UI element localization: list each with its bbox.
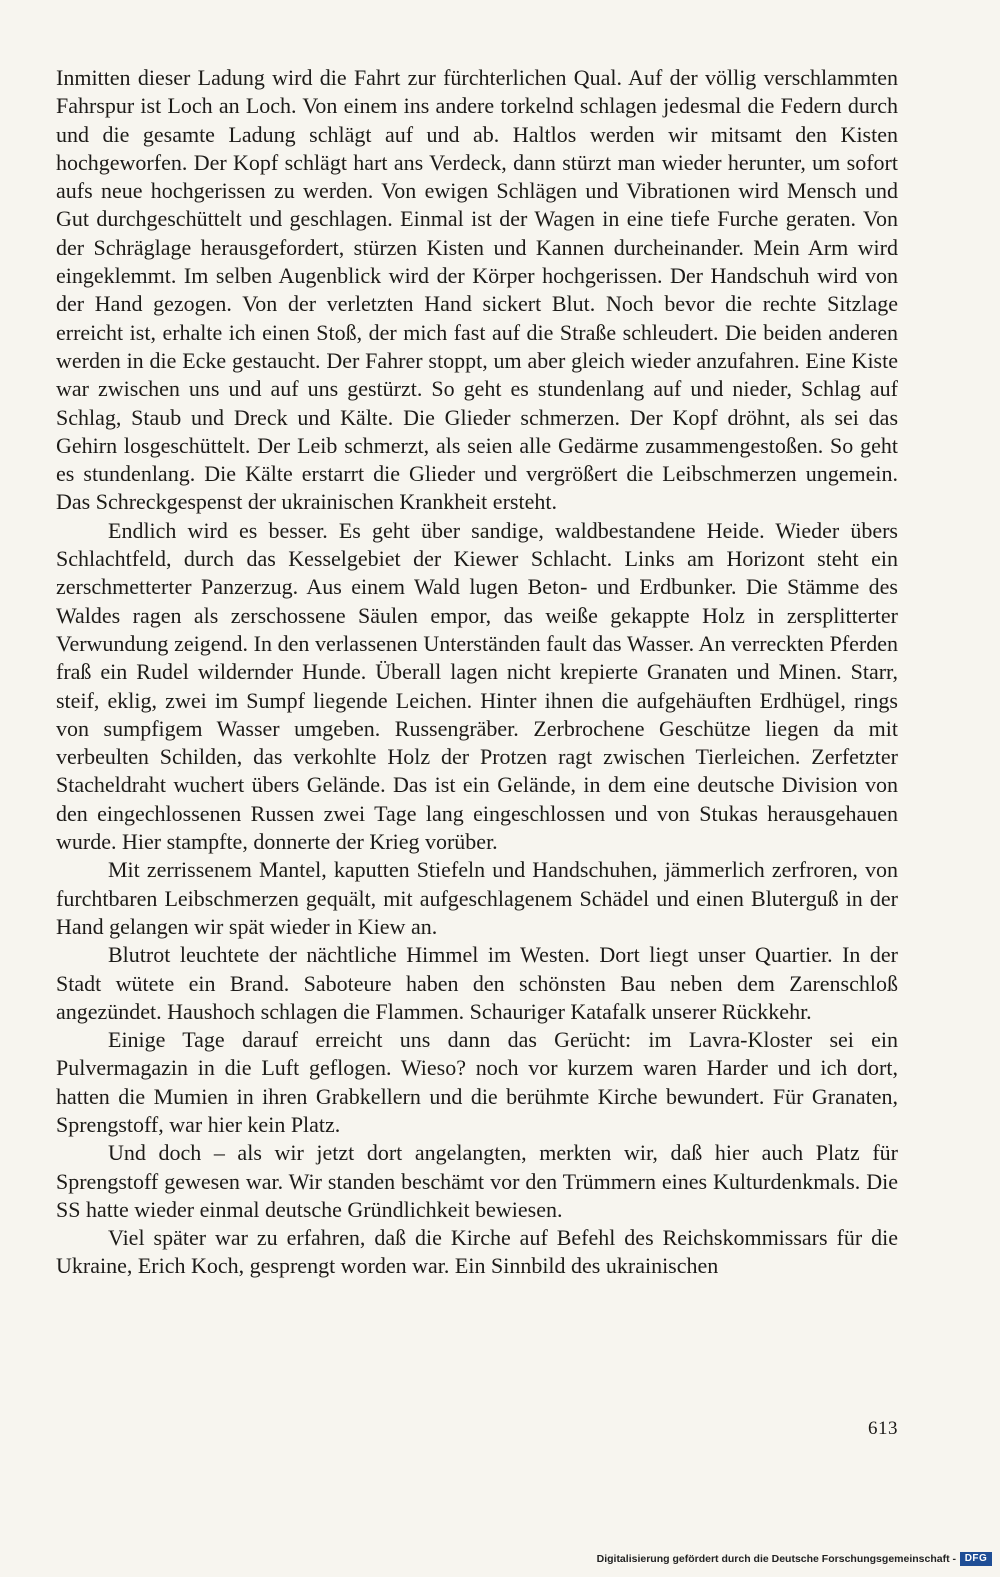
dfg-logo: DFG bbox=[960, 1552, 992, 1566]
paragraph: Blutrot leuchtete der nächtliche Himmel im Westen. Dort liegt unser Quartier. In der Stadt wütete ein Brand. Saboteure haben den schönsten Bau neben dem Zarenschloß angezündet. Haushoch schlagen die Flammen. Schauriger Katafalk unserer Rückkehr. bbox=[56, 942, 898, 1024]
page-number: 613 bbox=[868, 1418, 898, 1439]
paragraph: Einige Tage darauf erreicht uns dann das Gerücht: im Lavra-Kloster sei ein Pulvermagazin in die Luft geflogen. Wieso? noch vor kurzem waren Harder und ich dort, hatten die Mumien in ihren Grabkellern und die berühmte Kirche bewundert. Für Granaten, Sprengstoff, war hier kein Platz. bbox=[56, 1027, 898, 1137]
paragraph: Viel später war zu erfahren, daß die Kirche auf Befehl des Reichskommissars für die Ukraine, Erich Koch, gesprengt worden war. Ein Sinnbild des ukrainischen bbox=[56, 1225, 898, 1279]
paragraph: Endlich wird es besser. Es geht über sandige, waldbestandene Heide. Wieder übers Schlachtfeld, durch das Kesselgebiet der Kiewer Schlacht. Links am Horizont steht ein zerschmetterter Panzerzug. Aus einem Wald lugen Beton- und Erdbunker. Die Stämme des Waldes ragen als zerschossene Säulen empor, das weiße gekappte Holz in zersplitterter Verwundung zeigend. In den verlassenen Unterständen fault das Wasser. An verreckten Pferden fraß ein Rudel wildernder Hunde. Überall lagen nicht krepierte Granaten und Minen. Starr, steif, eklig, zwei im Sumpf liegende Leichen. Hinter ihnen die aufgehäuften Erdhügel, rings von sumpfigem Wasser umgeben. Russengräber. Zerbrochene Geschütze liegen da mit verbeulten Schilden, das verkohlte Holz der Protzen ragt zwischen Tierleichen. Zerfetzter Stacheldraht wuchert übers Gelände. Das ist ein Gelände, in dem eine deutsche Division von den eingechlossenen Russen zwei Tage lang eingeschlossen und von Stukas herausgehauen wurde. Hier stampfte, donnerte der Krieg vorüber. bbox=[56, 517, 898, 855]
paragraph: Inmitten dieser Ladung wird die Fahrt zur fürchterlichen Qual. Auf der völlig verschlammten Fahrspur ist Loch an Loch. Von einem ins andere torkelnd schlagen jedesmal die Federn durch und die gesamte Ladung schlägt auf und ab. Haltlos werden wir mitsamt den Kisten hochgeworfen. Der Kopf schlägt hart ans Verdeck, dann stürzt man wieder herunter, um sofort aufs neue hochgerissen zu werden. Von ewigen Schlägen und Vibrationen wird Mensch und Gut durchgeschüttelt und geschlagen. Einmal ist der Wagen in eine tiefe Furche geraten. Von der Schräglage herausgefordert, stürzen Kisten und Kannen durcheinander. Mein Arm wird eingeklemmt. Im selben Augenblick wird der Körper hochgerissen. Der Handschuh wird von der Hand gezogen. Von der verletzten Hand sickert Blut. Noch bevor die rechte Sitzlage erreicht ist, erhalte ich einen Stoß, der mich fast auf die Straße schleudert. Die beiden anderen werden in die Ecke gestaucht. Der Fahrer stoppt, um aber gleich wieder anzufahren. Eine Kiste war zwischen uns und auf uns gestürzt. So geht es stundenlang auf und nieder, Schlag auf Schlag, Staub und Dreck und Kälte. Die Glieder schmerzen. Der Kopf dröhnt, als sei das Gehirn losgeschüttelt. Der Leib schmerzt, als seien alle Gedärme zusammengestoßen. So geht es stundenlang. Die Kälte erstarrt die Glieder und vergrößert die Leibschmerzen ungemein. Das Schreckgespenst der ukrainischen Krankheit ersteht. bbox=[56, 65, 898, 515]
digitization-credit: Digitalisierung gefördert durch die Deutsche Forschungsgemeinschaft - bbox=[596, 1553, 956, 1565]
paragraph: Und doch – als wir jetzt dort angelangten, merkten wir, daß hier auch Platz für Sprengstoff gewesen war. Wir standen beschämt vor den Trümmern eines Kulturdenkmals. Die SS hatte wieder einmal deutsche Gründlichkeit bewiesen. bbox=[56, 1140, 898, 1222]
body-text bbox=[56, 64, 898, 1281]
paragraph: Mit zerrissenem Mantel, kaputten Stiefeln und Handschuhen, jämmerlich zerfroren, von furchtbaren Leibschmerzen gequält, mit aufgeschlagenem Schädel und einen Bluterguß in der Hand gelangen wir spät wieder in Kiew an. bbox=[56, 857, 898, 939]
